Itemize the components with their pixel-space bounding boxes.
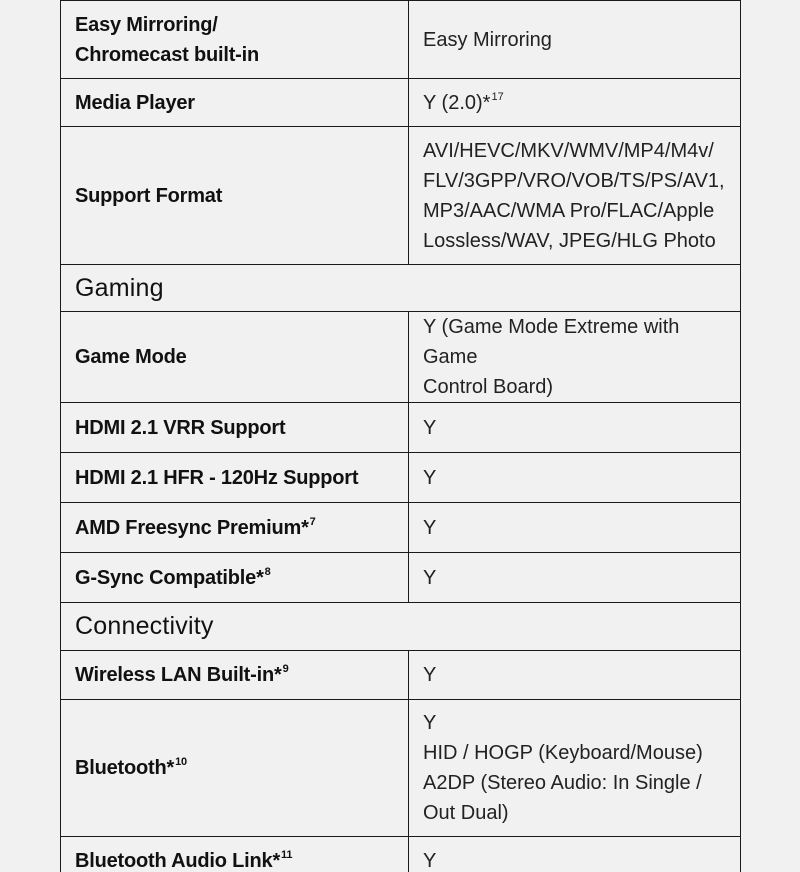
row-value-line: Easy Mirroring	[423, 28, 552, 51]
row-label-line: Bluetooth Audio Link*	[75, 849, 281, 872]
row-value-line: Y	[423, 712, 437, 734]
table-row	[61, 127, 741, 265]
row-value-line: Y (2.0)*	[423, 91, 491, 114]
footnote-marker: 17	[491, 90, 504, 103]
section-heading: Gaming	[61, 265, 741, 312]
row-label	[61, 1, 409, 79]
footnote-marker: 11	[281, 848, 293, 861]
row-label	[61, 127, 409, 265]
table-row	[61, 312, 741, 403]
row-label-line: Support Format	[75, 184, 223, 207]
row-value-line: MP3/AAC/WMA Pro/FLAC/Apple	[423, 199, 715, 222]
row-label	[61, 837, 409, 872]
row-value	[409, 651, 741, 700]
row-label-line: HDMI 2.1 VRR Support	[75, 416, 286, 439]
row-value-line: Y	[423, 416, 437, 439]
row-value-line: AVI/HEVC/MKV/WMV/MP4/M4v/	[423, 139, 714, 162]
table-row	[61, 651, 741, 700]
row-label-line: HDMI 2.1 HFR - 120Hz Support	[75, 466, 359, 489]
table-row	[61, 79, 741, 127]
row-value	[409, 1, 741, 79]
row-label-line: Easy Mirroring/	[75, 13, 218, 36]
table-row	[61, 837, 741, 872]
row-label-line: Chromecast built-in	[75, 43, 259, 66]
spec-table-body	[61, 1, 741, 872]
row-value-line: FLV/3GPP/VRO/VOB/TS/PS/AV1,	[423, 169, 725, 192]
row-value	[409, 837, 741, 872]
footnote-marker: 9	[282, 663, 289, 675]
row-label	[61, 453, 409, 503]
table-row	[61, 1, 741, 79]
row-label-line: Media Player	[75, 91, 195, 114]
table-row	[61, 553, 741, 603]
table-row	[61, 503, 741, 553]
row-value	[409, 553, 741, 603]
row-value	[409, 79, 741, 127]
section-heading: Connectivity	[61, 603, 741, 651]
row-value-line: Lossless/WAV, JPEG/HLG Photo	[423, 229, 716, 252]
row-value	[409, 453, 741, 503]
row-label	[61, 403, 409, 453]
footnote-marker: 10	[175, 756, 187, 768]
row-value-line: Y	[423, 664, 437, 686]
row-value-line: Y	[423, 566, 437, 589]
row-value	[409, 127, 741, 265]
row-label-line: AMD Freesync Premium*	[75, 516, 309, 539]
row-label	[61, 79, 409, 127]
footnote-marker: 8	[264, 565, 271, 578]
table-row	[61, 453, 741, 503]
table-row	[61, 403, 741, 453]
row-value	[409, 700, 741, 837]
row-label	[61, 503, 409, 553]
row-value-line: Control Board)	[423, 376, 554, 398]
row-label	[61, 651, 409, 700]
row-value-line: Out Dual)	[423, 802, 509, 824]
row-value-line: HID / HOGP (Keyboard/Mouse)	[423, 742, 703, 764]
row-label	[61, 312, 409, 403]
row-value-line: Y	[423, 516, 437, 539]
row-value	[409, 403, 741, 453]
row-label-line: Game Mode	[75, 346, 187, 368]
section-row	[61, 603, 741, 651]
table-row	[61, 700, 741, 837]
section-row	[61, 265, 741, 312]
row-label	[61, 700, 409, 837]
row-value-line: Y (Game Mode Extreme with Game	[423, 316, 680, 368]
row-value-line: Y	[423, 849, 437, 872]
footnote-marker: 7	[309, 515, 316, 528]
row-label-line: Wireless LAN Built-in*	[75, 664, 282, 686]
row-value-line: Y	[423, 466, 437, 489]
row-label-line: G-Sync Compatible*	[75, 566, 264, 589]
row-label-line: Bluetooth*	[75, 757, 175, 779]
row-value	[409, 312, 741, 403]
row-value-line: A2DP (Stereo Audio: In Single /	[423, 772, 702, 794]
row-label	[61, 553, 409, 603]
row-value	[409, 503, 741, 553]
spec-table	[60, 0, 741, 872]
